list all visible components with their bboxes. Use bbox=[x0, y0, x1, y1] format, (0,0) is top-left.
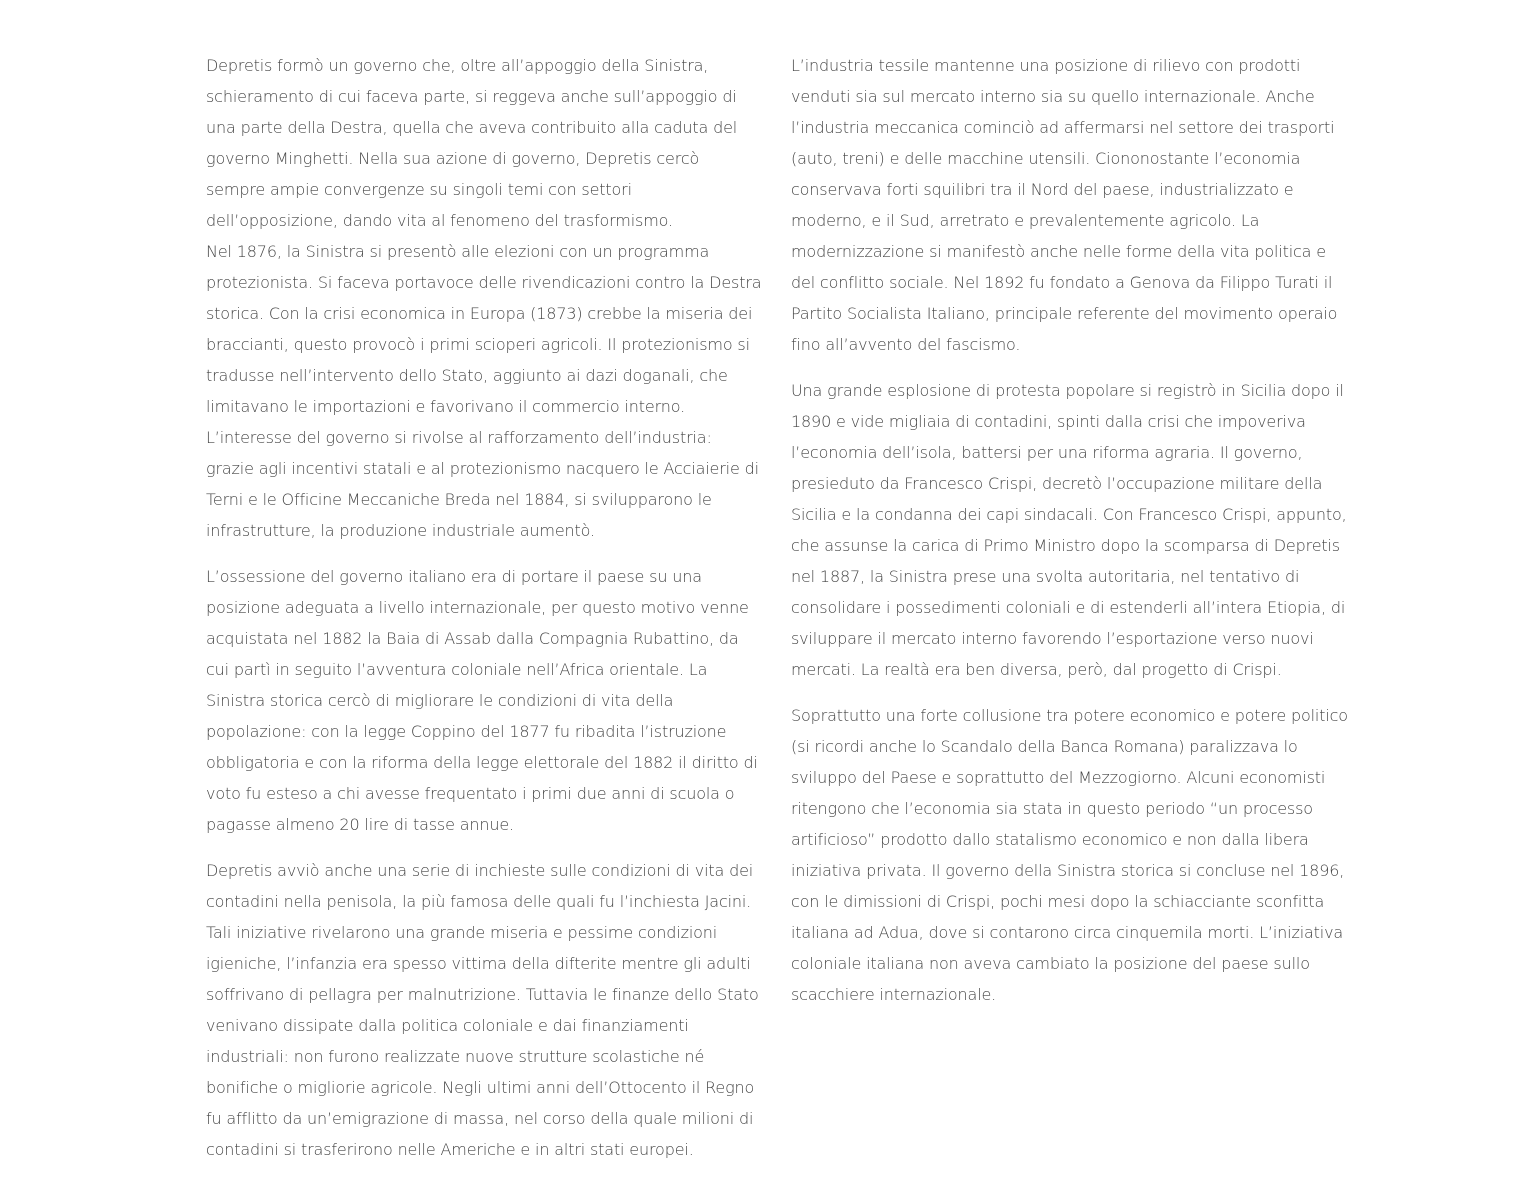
paragraph-inchieste: Depretis avviò anche una serie di inchieste sulle condizioni di vita dei contadini nella penisola, la più famosa delle quali fu l’inchiesta Jacini. Tali iniziative rivelarono una grande miseria e pessime condizioni igieniche, l’infanzia era spesso vittima della difterite mentre gli adulti soffrivano di pellagra per malnutrizione. Tuttavia le finanze dello Stato venivano dissipate dalla politica coloniale e dai finanziamenti industriali: non furono realizzate nuove strutture scolastiche né bonifiche o migliorie agricole. Negli ultimi anni dell’Ottocento il Regno fu afflitto da un’emigrazione di massa, nel corso della quale milioni di contadini si trasferirono nelle Americhe e in altri stati europei. bbox=[206, 861, 759, 1159]
right-text-column bbox=[791, 50, 1349, 1010]
paragraph-industria: L’industria tessile mantenne una posizione di rilievo con prodotti venduti sia sul mercato interno sia su quello internazionale. Anche l’industria meccanica cominciò ad affermarsi nel settore dei trasporti (auto, treni) e delle macchine utensili. Ciononostante l’economia conservava forti squilibri tra il Nord del paese, industrializzato e moderno, e il Sud, arretrato e prevalentemente agricolo. La modernizzazione si manifestò anche nelle forme della vita politica e del conflitto sociale. Nel 1892 fu fondato a Genova da Filippo Turati il Partito Socialista Italiano, principale referente del movimento operaio fino all’avvento del fascismo. bbox=[791, 56, 1338, 354]
paragraph-politica-coloniale: L’ossessione del governo italiano era di portare il paese su una posizione adeguata a livello internazionale, per questo motivo venne acquistata nel 1882 la Baia di Assab dalla Compagnia Rubattino, da cui partì in seguito l’avventura coloniale nell’Africa orientale. La Sinistra storica cercò di migliorare le condizioni di vita della popolazione: con la legge Coppino del 1877 fu ribadita l’istruzione obbligatoria e con la riforma della legge elettorale del 1882 il diritto di voto fu esteso a chi avesse frequentato i primi due anni di scuola o pagasse almeno 20 lire di tasse annue. bbox=[206, 567, 758, 834]
paragraph-sicilia-crispi: Una grande esplosione di protesta popolare si registrò in Sicilia dopo il 1890 e vide migliaia di contadini, spinti dalla crisi che impoveriva l’economia dell’isola, battersi per una riforma agraria. Il governo, presieduto da Francesco Crispi, decretò l’occupazione militare della Sicilia e la condanna dei capi sindacali. Con Francesco Crispi, appunto, che assunse la carica di Primo Ministro dopo la scomparsa di Depretis nel 1887, la Sinistra prese una svolta autoritaria, nel tentativo di consolidare i possedimenti coloniali e di estenderli all’intera Etiopia, di sviluppare il mercato interno favorendo l’esportazione verso nuovi mercati. La realtà era ben diversa, però, dal progetto di Crispi. bbox=[791, 381, 1347, 679]
paragraph-trasformismo: Depretis formò un governo che, oltre all’appoggio della Sinistra, schieramento di cui faceva parte, si reggeva anche sull’appoggio di una parte della Destra, quella che aveva contribuito alla caduta del governo Minghetti. Nella sua azione di governo, Depretis cercò sempre ampie convergenze su singoli temi con settori dell’opposizione, dando vita al fenomeno del trasformismo. bbox=[206, 56, 738, 230]
paragraph-elezioni-1876: Nel 1876, la Sinistra si presentò alle elezioni con un programma protezionista. Si faceva portavoce delle rivendicazioni contro la Destra storica. Con la crisi economica in Europa (1873) crebbe la miseria dei braccianti, questo provocò i primi scioperi agricoli. Il protezionismo si tradusse nell’intervento dello Stato, aggiunto ai dazi doganali, che limitavano le importazioni e favorivano il commercio interno. L’interesse del governo si rivolse al rafforzamento dell’industria: grazie agli incentivi statali e al protezionismo nacquero le Acciaierie di Terni e le Officine Meccaniche Breda nel 1884, si svilupparono le infrastrutture, la produzione industriale aumentò. bbox=[206, 242, 762, 540]
left-text-column bbox=[206, 50, 762, 1165]
paragraph-collusione: Soprattutto una forte collusione tra potere economico e potere politico (si ricordi anche lo Scandalo della Banca Romana) paralizzava lo sviluppo del Paese e soprattutto del Mezzogiorno. Alcuni economisti ritengono che l’economia sia stata in questo periodo “un processo artificioso” prodotto dallo statalismo economico e non dalla libera iniziativa privata. Il governo della Sinistra storica si concluse nel 1896, con le dimissioni di Crispi, pochi mesi dopo la schiacciante sconfitta italiana ad Adua, dove si contarono circa cinquemila morti. L’iniziativa coloniale italiana non aveva cambiato la posizione del paese sullo scacchiere internazionale. bbox=[791, 706, 1348, 1004]
